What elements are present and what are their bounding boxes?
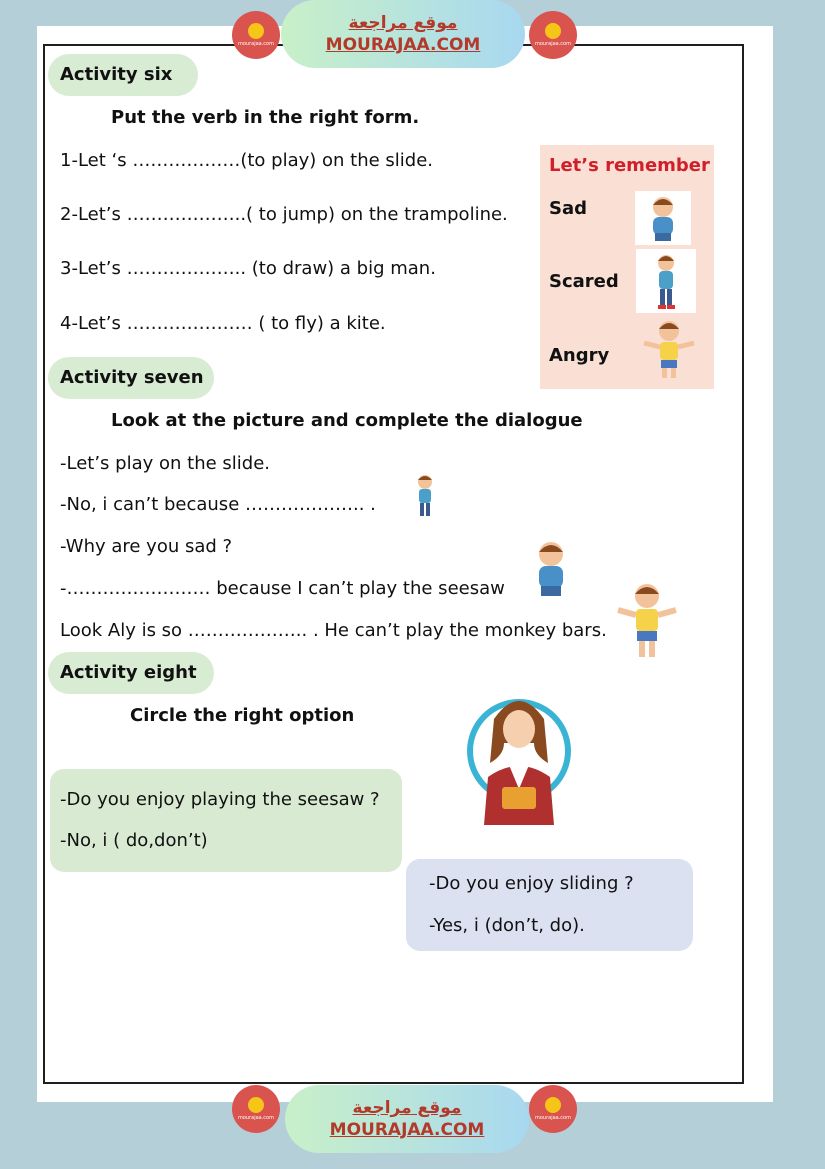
site-logo-icon: mourajaa.com	[529, 11, 577, 59]
dialogue-line: -Do you enjoy sliding ?	[429, 873, 634, 894]
site-logo-icon: mourajaa.com	[529, 1085, 577, 1133]
watermark-site: MOURAJAA.COM	[325, 35, 481, 55]
dialogue-box-seesaw	[50, 769, 402, 872]
emotion-word: Scared	[549, 271, 619, 292]
activity-six-title: Activity six	[60, 64, 172, 85]
activity-six-item: 3-Let’s ……………….. (to draw) a big man.	[60, 258, 436, 279]
angry-boy-icon	[614, 580, 680, 666]
emotion-word: Sad	[549, 198, 587, 219]
lets-remember-box	[540, 145, 714, 389]
watermark-site: MOURAJAA.COM	[329, 1120, 485, 1140]
sad-boy-icon	[635, 191, 691, 245]
angry-boy-icon	[638, 317, 700, 381]
dialogue-line: -…………………… because I can’t play the seesaw	[60, 578, 505, 599]
dialogue-line: -Let’s play on the slide.	[60, 453, 270, 474]
dialogue-line: -Do you enjoy playing the seesaw ?	[60, 789, 380, 810]
dialogue-line: -No, i can’t because ……………….. .	[60, 494, 376, 515]
activity-eight-instruction: Circle the right option	[130, 705, 355, 726]
site-logo-icon: mourajaa.com	[232, 1085, 280, 1133]
emotion-word: Angry	[549, 345, 610, 366]
watermark-arabic: موقع مراجعة	[348, 13, 458, 33]
dialogue-line: Look Aly is so ……………….. . He can’t play the monkey bars.	[60, 620, 607, 641]
dialogue-line: -Why are you sad ?	[60, 536, 233, 557]
activity-six-item: 1-Let ‘s ………………(to play) on the slide.	[60, 150, 434, 171]
activity-eight-title: Activity eight	[60, 662, 197, 683]
activity-seven-instruction: Look at the picture and complete the dialogue	[111, 410, 583, 431]
sad-boy-icon	[526, 536, 576, 604]
activity-six-item: 2-Let’s ………………..( to jump) on the trampoline.	[60, 204, 508, 225]
scared-boy-icon	[636, 249, 696, 313]
site-logo-icon: mourajaa.com	[232, 11, 280, 59]
watermark-banner-bottom[interactable]	[285, 1085, 529, 1153]
watermark-banner-top[interactable]	[281, 0, 525, 68]
teacher-icon	[464, 685, 574, 835]
lets-remember-title: Let’s remember	[549, 155, 710, 176]
activity-seven-title: Activity seven	[60, 367, 204, 388]
activity-six-item: 4-Let’s ………………… ( to fly) a kite.	[60, 313, 386, 334]
activity-six-instruction: Put the verb in the right form.	[111, 107, 420, 128]
watermark-arabic: موقع مراجعة	[352, 1098, 462, 1118]
option-line[interactable]: -No, i ( do,don’t)	[60, 830, 208, 851]
scared-boy-icon	[410, 472, 440, 526]
option-line[interactable]: -Yes, i (don’t, do).	[429, 915, 585, 936]
